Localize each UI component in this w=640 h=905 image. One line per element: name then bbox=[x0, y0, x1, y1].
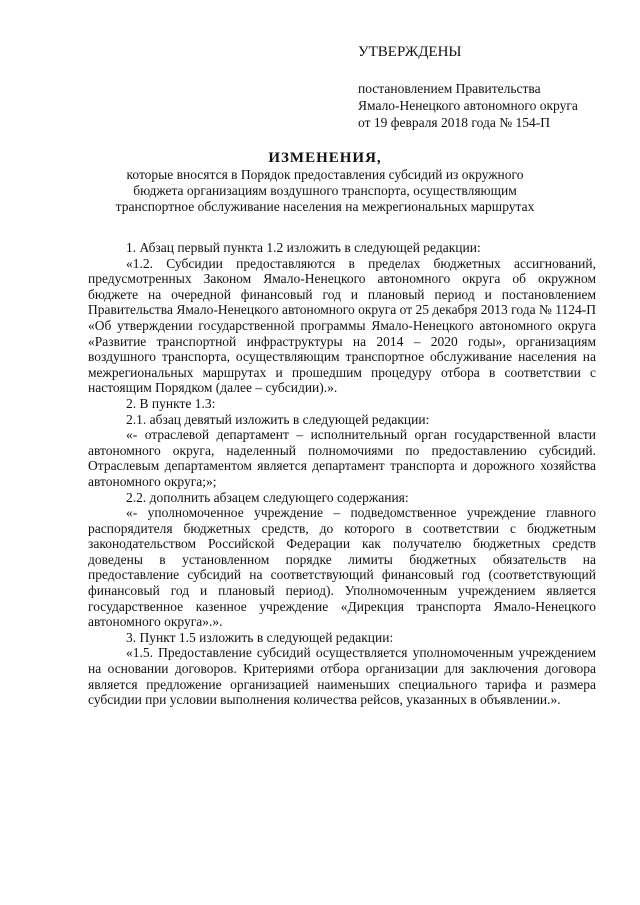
document-body bbox=[88, 240, 596, 708]
approval-line: от 19 февраля 2018 года № 154-П bbox=[358, 115, 550, 130]
document-title-block bbox=[60, 150, 590, 215]
paragraph-item-1: 1. Абзац первый пункта 1.2 изложить в следующей редакции: bbox=[126, 240, 481, 255]
document-heading: ИЗМЕНЕНИЯ, bbox=[268, 150, 382, 166]
approval-line: Ямало-Ненецкого автономного округа bbox=[358, 98, 578, 113]
paragraph-clause-1-2: «1.2. Субсидии предоставляются в пределах бюджетных ассигнований, предусмотренных Законом Ямало-Ненецкого автономного округа об окружном бюджете на очередной финансовый год и плановый период и постановлением Правительства Ямало-Ненецкого автономного округа от 25 декабря 2013 года № 1124-П «Об утверждении государственной программы Ямало-Ненецкого автономного округа «Развитие транспортной инфраструктуры на 2014 – 2020 годы», организациям воздушного транспорта, осуществляющим транспортное обслуживание населения на межрегиональных маршрутах и прошедшим процедуру отбора в соответствии с настоящим Порядком (далее – субсидии).». bbox=[88, 255, 596, 396]
document-subtitle-line: транспортное обслуживание населения на межрегиональных маршрутах bbox=[115, 199, 535, 214]
paragraph-item-2: 2. В пункте 1.3: bbox=[126, 395, 216, 411]
approval-title: УТВЕРЖДЕНЫ bbox=[358, 44, 462, 60]
paragraph-clause-1-5: «1.5. Предоставление субсидий осуществляется уполномоченным учреждением на основании договоров. Критериями отбора организации для заключения договора является предложение организацией наименьших специального тарифа и размера субсидии при условии выполнения количества рейсов, указанных в объявлении.». bbox=[88, 645, 596, 708]
paragraph-item-2-2: 2.2. дополнить абзацем следующего содержания: bbox=[126, 489, 409, 505]
paragraph-sectoral-department: «- отраслевой департамент – исполнительный орган государственной власти автономного округа, наделенный полномочиями по предоставлению субсидий. Отраслевым департаментом является департамент транспорта и дорожного хозяйства автономного округа;»; bbox=[88, 427, 596, 489]
approval-block bbox=[358, 44, 618, 131]
approval-line: постановлением Правительства bbox=[358, 81, 541, 96]
document-subtitle-line: бюджета организациям воздушного транспорта, осуществляющим bbox=[133, 183, 517, 198]
document-subtitle-line: которые вносятся в Порядок предоставления субсидий из окружного bbox=[126, 167, 524, 182]
paragraph-authorized-institution: «- уполномоченное учреждение – подведомственное учреждение главного распорядителя бюджетных средств, до которого в соответствии с бюджетным законодательством Российской Федерации как получателю бюджетных средств доведены в установленном порядке лимиты бюджетных обязательств на предоставление субсидий на соответствующий финансовый год (соответствующий финансовый год и плановый период). Уполномоченным учреждением является государственное казенное учреждение «Дирекция транспорта Ямало-Ненецкого автономного округа».». bbox=[88, 505, 596, 630]
paragraph-item-2-1: 2.1. абзац девятый изложить в следующей редакции: bbox=[126, 411, 430, 427]
paragraph-item-3: 3. Пункт 1.5 изложить в следующей редакции: bbox=[126, 629, 394, 645]
